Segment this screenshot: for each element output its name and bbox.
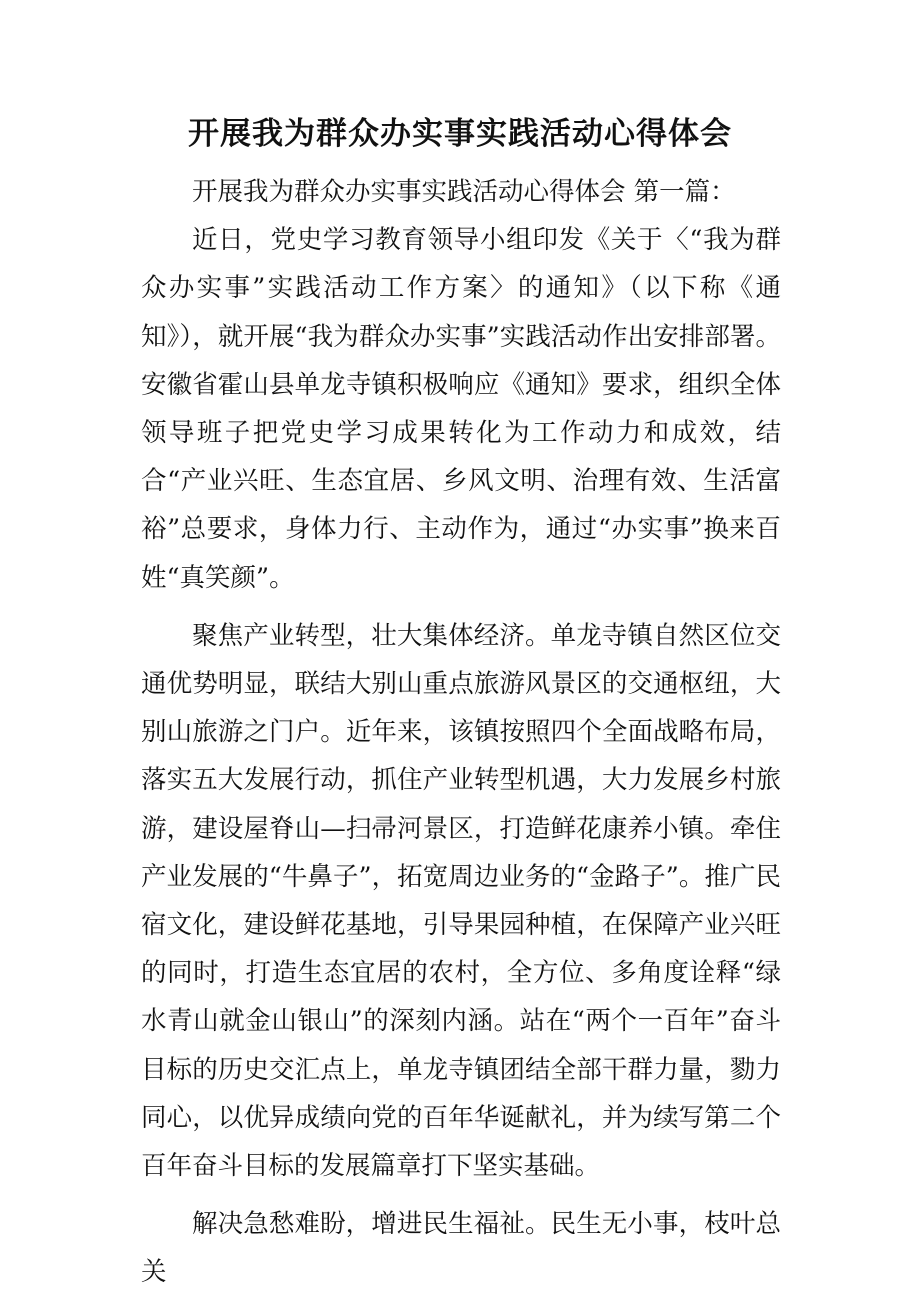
paragraph-livelihood: 解决急愁难盼，增进民生福祉。民生无小事，枝叶总关	[141, 1209, 781, 1288]
paragraph-industry: 聚焦产业转型，壮大集体经济。单龙寺镇自然区位交通优势明显，联结大别山重点旅游风景区的交通枢纽，大别山旅游之门户。近年来，该镇按照四个全面战略布局，落实五大发展行动，抓住产业转型机遇，大力发展乡村旅游，建设屋脊山—扫帚河景区，打造鲜花康养小镇。牵住产业发展的“牛鼻子”，拓宽周边业务的“金路子”。推广民宿文化，建设鲜花基地，引导果园种植，在保障产业兴旺的同时，打造生态宜居的农村，全方位、多角度诠释“绿水青山就金山银山”的深刻内涵。站在“两个一百年”奋斗目标的历史交汇点上，单龙寺镇团结全部干群力量，勠力同心，以优异成绩向党的百年华诞献礼，并为续写第二个百年奋斗目标的发展篇章打下坚实基础。	[141, 620, 781, 1182]
document-body	[141, 168, 781, 1297]
paragraph-intro: 近日，党史学习教育领导小组印发《关于〈“我为群众办实事”实践活动工作方案〉的通知》（以下称《通知》），就开展“我为群众办实事”实践活动作出安排部署。安徽省霍山县单龙寺镇积极响应《通知》要求，组织全体领导班子把党史学习成果转化为工作动力和成效，结合“产业兴旺、生态宜居、乡风文明、治理有效、生活富裕”总要求，身体力行、主动作为，通过“办实事”换来百姓“真笑颜”。	[141, 225, 781, 593]
paragraph-heading: 开展我为群众办实事实践活动心得体会 第一篇：	[192, 177, 736, 207]
document-title: 开展我为群众办实事实践活动心得体会	[188, 116, 732, 152]
